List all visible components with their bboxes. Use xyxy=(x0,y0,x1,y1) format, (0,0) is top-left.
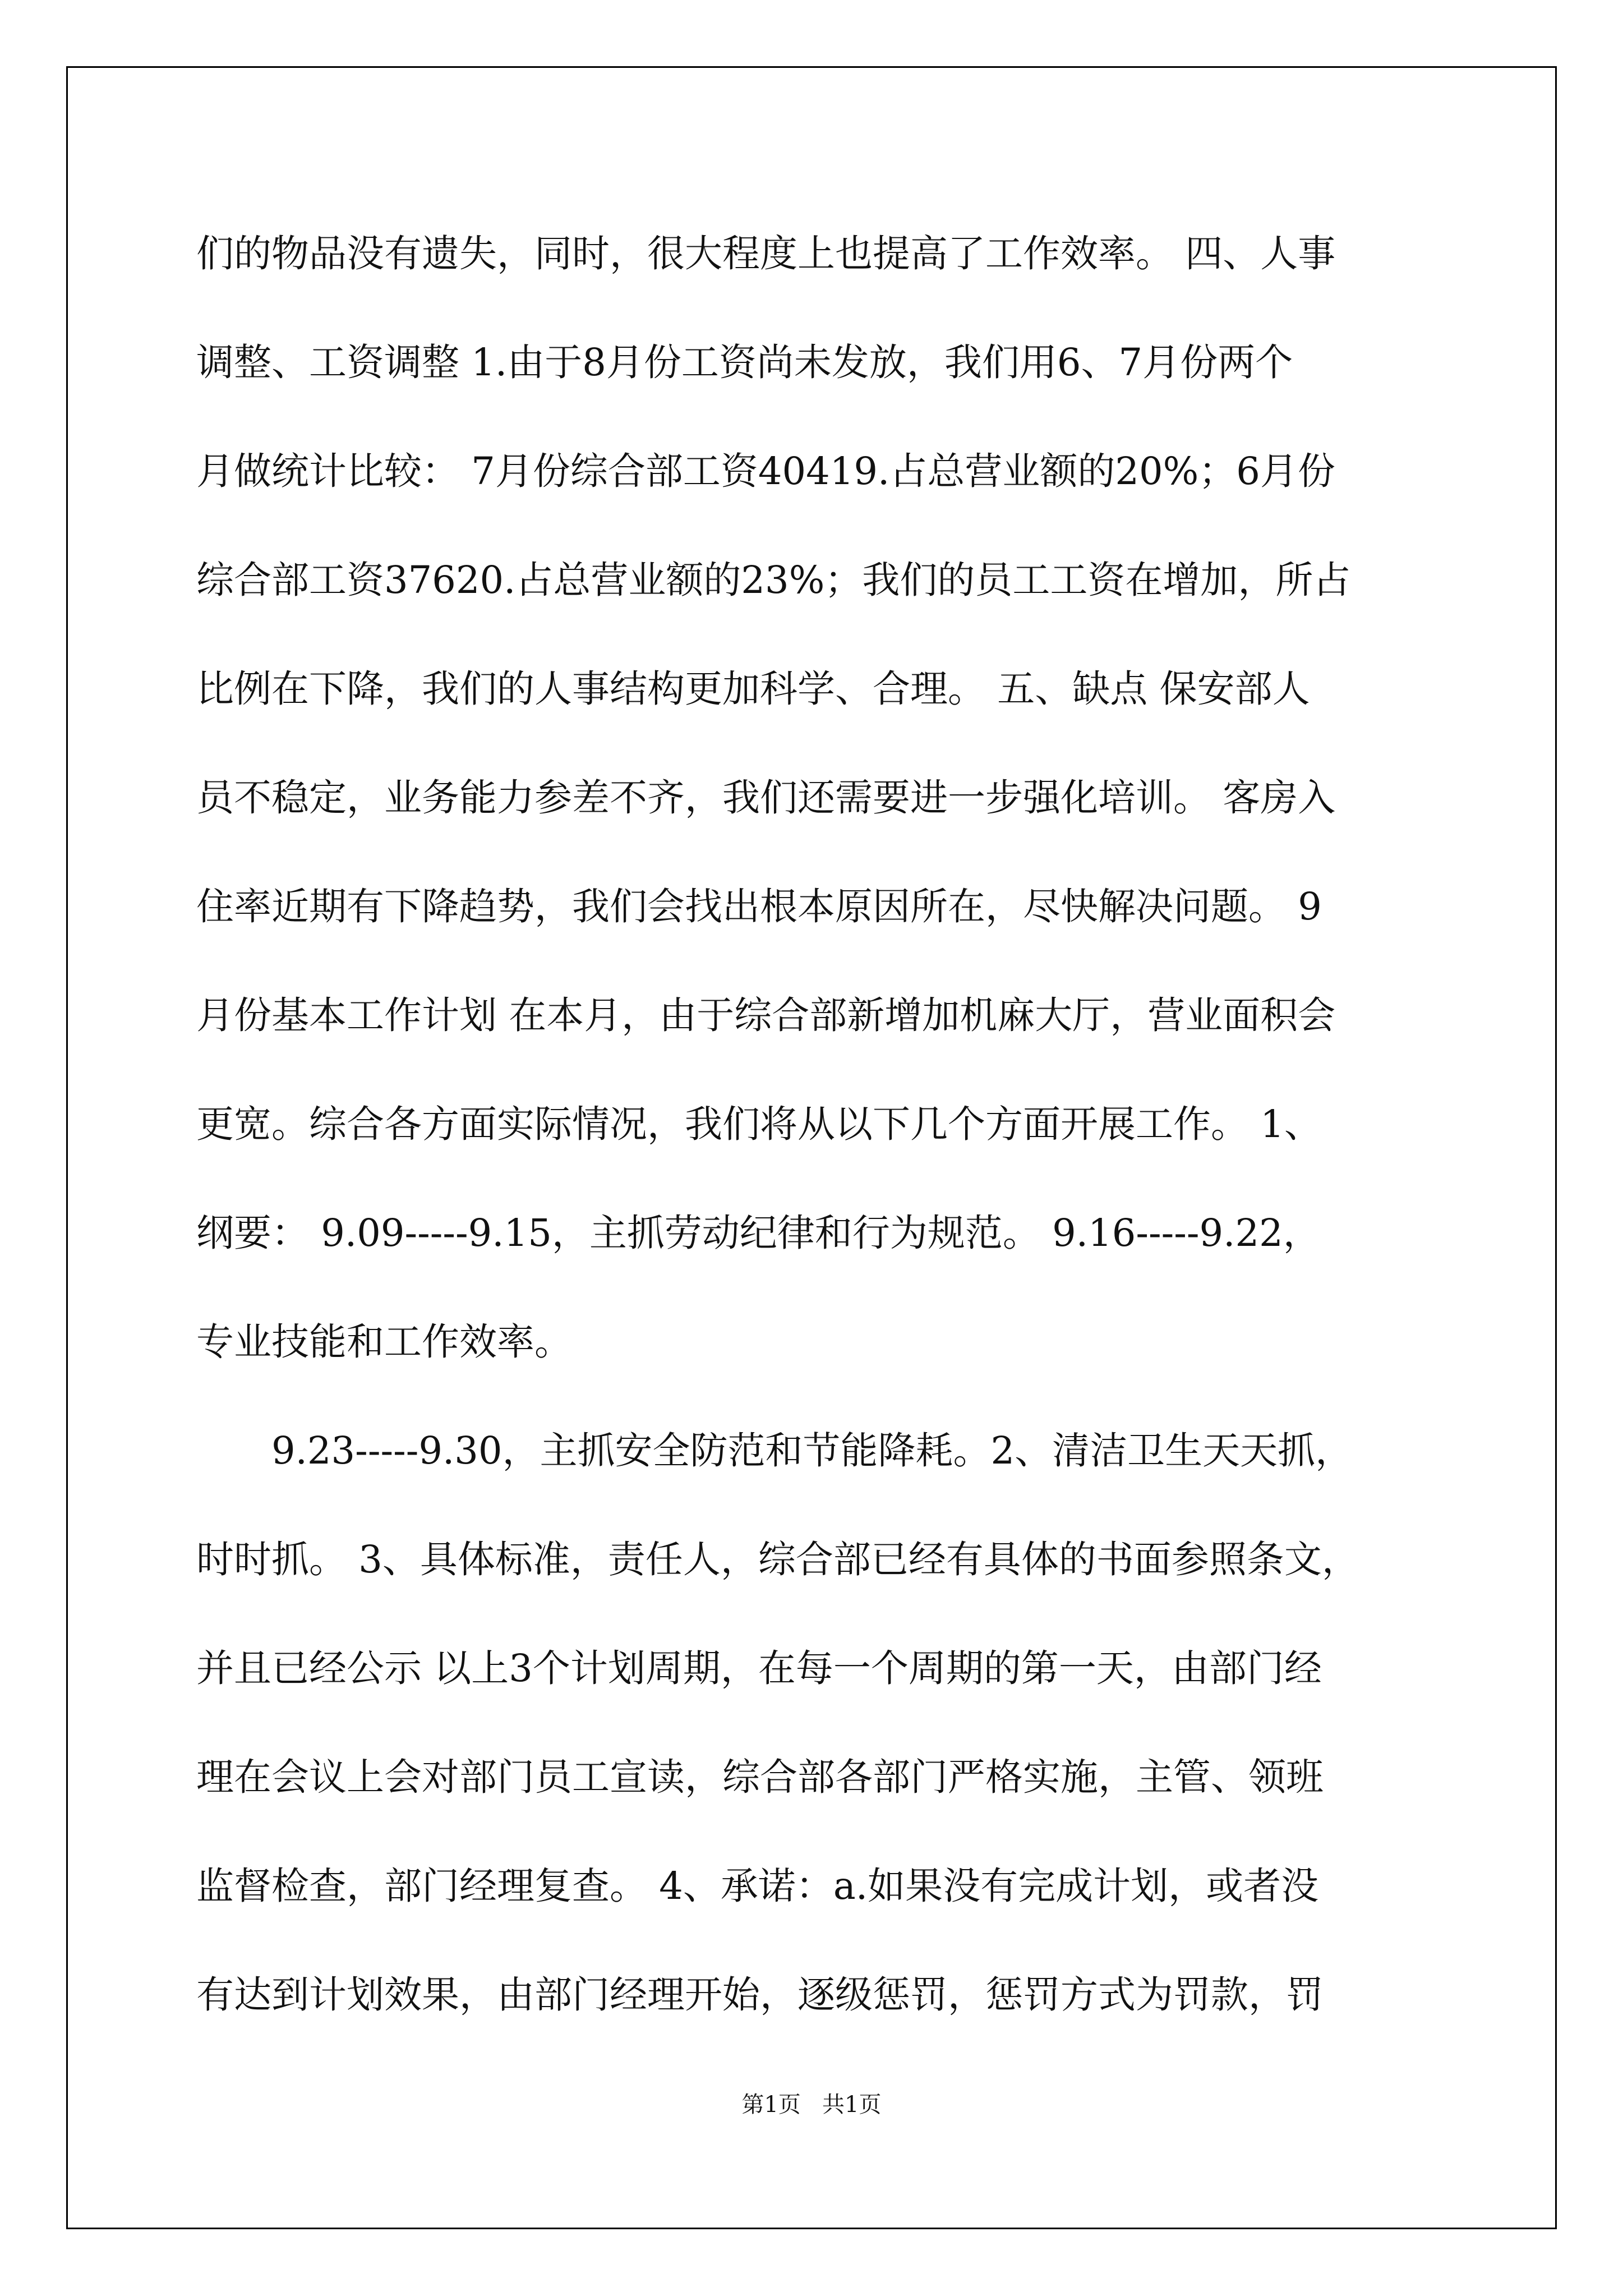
paragraph-1 xyxy=(196,199,1453,1396)
text-line: 9.23-----9.30，主抓安全防范和节能降耗。2、清洁卫生天天抓， xyxy=(271,1429,1353,1473)
text-line: 并且已经公示 以上3个计划周期，在每一个周期的第一天，由部门经 xyxy=(196,1646,1322,1690)
text-line: 月做统计比较： 7月份综合部工资40419.占总营业额的20%；6月份 xyxy=(196,449,1335,493)
text-line: 时时抓。 3、具体标准，责任人，综合部已经有具体的书面参照条文， xyxy=(196,1538,1359,1581)
text-line: 更宽。综合各方面实际情况，我们将从以下几个方面开展工作。 1、 xyxy=(196,1102,1322,1146)
text-line: 专业技能和工作效率。 xyxy=(196,1320,572,1364)
paragraph-2 xyxy=(196,1396,1453,2049)
text-line: 月份基本工作计划 在本月，由于综合部新增加机麻大厅，营业面积会 xyxy=(196,993,1336,1037)
text-line: 调整、工资调整 1.由于8月份工资尚未发放，我们用6、7月份两个 xyxy=(196,341,1293,384)
text-line: 监督检查，部门经理复查。 4、承诺：a.如果没有完成计划，或者没 xyxy=(196,1864,1319,1908)
page-number-footer: 第1页 共1页 xyxy=(741,2092,882,2118)
text-line: 比例在下降，我们的人事结构更加科学、合理。 五、缺点 保安部人 xyxy=(196,667,1310,711)
text-line: 们的物品没有遗失，同时，很大程度上也提高了工作效率。 四、人事 xyxy=(196,232,1336,275)
text-line: 员不稳定，业务能力参差不齐，我们还需要进一步强化培训。 客房入 xyxy=(196,776,1336,820)
text-line: 理在会议上会对部门员工宣读，综合部各部门严格实施，主管、领班 xyxy=(196,1755,1324,1799)
text-line: 纲要： 9.09-----9.15，主抓劳动纪律和行为规范。 9.16-----9.22， xyxy=(196,1211,1321,1255)
document-body xyxy=(196,199,1453,2049)
text-line: 住率近期有下降趋势，我们会找出根本原因所在，尽快解决问题。 9 xyxy=(196,885,1322,928)
text-line: 综合部工资37620.占总营业额的23%；我们的员工工资在增加，所占 xyxy=(196,558,1351,602)
text-line: 有达到计划效果，由部门经理开始，逐级惩罚，惩罚方式为罚款，罚 xyxy=(196,1973,1324,2017)
